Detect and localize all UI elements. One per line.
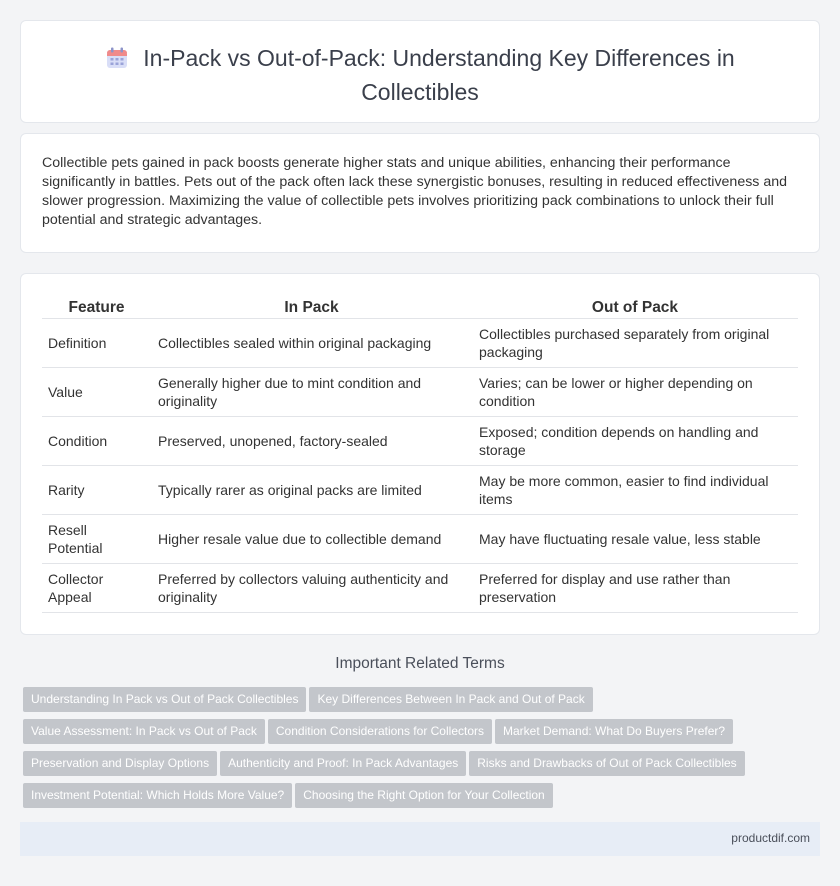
table-row	[42, 465, 798, 514]
intro-paragraph: Collectible pets gained in pack boosts generate higher stats and unique abilities, enhancing their performance significantly in battles. Pets out of the pack often lack these synergistic bonuses, resulting in reduced effectiveness and slower progression. Maximizing the value of collectible pets involves prioritizing pack combinations to unlock their full potential and strategic advantages.	[42, 155, 788, 228]
header-out-of-pack: Out of Pack	[472, 296, 798, 318]
page-title	[21, 43, 819, 107]
table-cell: Varies; can be lower or higher depending on condition	[472, 367, 798, 416]
comparison-table	[42, 296, 798, 613]
title-line-2: Collectibles	[361, 79, 479, 105]
header-feature: Feature	[42, 296, 151, 318]
table-header-row	[42, 296, 798, 318]
related-term-tag[interactable]: Value Assessment: In Pack vs Out of Pack	[23, 719, 265, 744]
table-cell: Resell Potential	[42, 514, 151, 563]
related-term-tag[interactable]: Preservation and Display Options	[23, 751, 217, 776]
footer-site-link[interactable]: productdif.com	[731, 831, 810, 845]
table-row	[42, 563, 798, 612]
table-cell: Preserved, unopened, factory-sealed	[151, 416, 472, 465]
related-term-tag[interactable]: Understanding In Pack vs Out of Pack Collectibles	[23, 687, 306, 712]
table-cell: Generally higher due to mint condition and originality	[151, 367, 472, 416]
table-cell: Collectibles purchased separately from original packaging	[472, 318, 798, 367]
table-cell: May have fluctuating resale value, less stable	[472, 514, 798, 563]
related-term-tag[interactable]: Market Demand: What Do Buyers Prefer?	[495, 719, 733, 744]
table-cell: Value	[42, 367, 151, 416]
header-card	[20, 20, 820, 123]
related-term-tag[interactable]: Risks and Drawbacks of Out of Pack Collectibles	[469, 751, 744, 776]
table-cell: Preferred by collectors valuing authenticity and originality	[151, 563, 472, 612]
calendar-icon	[105, 46, 129, 77]
related-term-tag[interactable]: Authenticity and Proof: In Pack Advantages	[220, 751, 466, 776]
table-row	[42, 367, 798, 416]
comparison-card	[20, 273, 820, 635]
intro-card	[20, 133, 820, 253]
table-row	[42, 318, 798, 367]
table-cell: Rarity	[42, 465, 151, 514]
table-cell: May be more common, easier to find individual items	[472, 465, 798, 514]
table-cell: Collector Appeal	[42, 563, 151, 612]
table-cell: Preferred for display and use rather than preservation	[472, 563, 798, 612]
table-cell: Collectibles sealed within original packaging	[151, 318, 472, 367]
related-term-tag[interactable]: Condition Considerations for Collectors	[268, 719, 492, 744]
related-term-tag[interactable]: Choosing the Right Option for Your Collection	[295, 783, 552, 808]
related-terms-title: Important Related Terms	[335, 655, 505, 672]
related-term-tag[interactable]: Investment Potential: Which Holds More Value?	[23, 783, 292, 808]
header-in-pack: In Pack	[151, 296, 472, 318]
table-row	[42, 514, 798, 563]
table-cell: Condition	[42, 416, 151, 465]
table-cell: Definition	[42, 318, 151, 367]
title-line-1: In-Pack vs Out-of-Pack: Understanding Key Differences in	[143, 45, 735, 71]
table-cell: Typically rarer as original packs are limited	[151, 465, 472, 514]
table-cell: Exposed; condition depends on handling and storage	[472, 416, 798, 465]
related-terms-list	[23, 687, 803, 815]
footer-bar	[20, 822, 820, 856]
table-cell: Higher resale value due to collectible demand	[151, 514, 472, 563]
table-row	[42, 416, 798, 465]
related-term-tag[interactable]: Key Differences Between In Pack and Out of Pack	[309, 687, 592, 712]
